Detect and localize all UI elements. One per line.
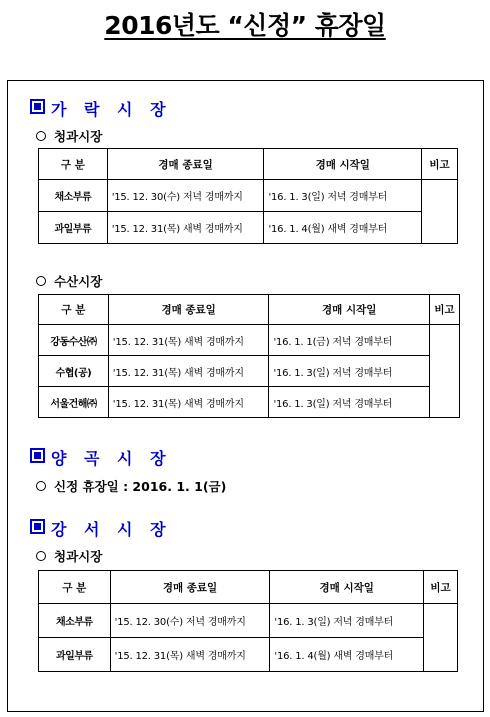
section-gangseo-heading <box>30 517 172 540</box>
table-row <box>39 356 460 387</box>
column-header: 구 분 <box>39 571 111 604</box>
start-date-cell: '16. 1. 3(일) 저녁 경매부터 <box>270 604 424 638</box>
start-date-cell: '16. 1. 3(일) 저녁 경매부터 <box>269 356 430 387</box>
section-yanggok-title: 양 곡 시 장 <box>51 449 172 468</box>
end-date-cell: '15. 12. 31(목) 새벽 경매까지 <box>110 638 270 672</box>
yanggok-closure-text: 신정 휴장일 : 2016. 1. 1(금) <box>54 479 227 494</box>
gangseo-fruit-veg-heading <box>36 547 102 565</box>
garak-seafood-table <box>38 294 460 418</box>
circle-bullet-icon <box>36 276 46 286</box>
section-yanggok-heading <box>30 446 172 469</box>
section-garak-title: 가 락 시 장 <box>51 100 172 119</box>
section-garak-heading <box>30 97 172 120</box>
circle-bullet-icon <box>36 131 46 141</box>
circle-bullet-icon <box>36 481 46 491</box>
column-header: 경매 시작일 <box>264 149 422 180</box>
start-date-cell: '16. 1. 4(월) 새벽 경매부터 <box>270 638 424 672</box>
end-date-cell: '15. 12. 31(목) 새벽 경매까지 <box>108 325 269 356</box>
note-cell <box>429 325 459 418</box>
column-header: 경매 종료일 <box>108 295 269 325</box>
end-date-cell: '15. 12. 30(수) 저녁 경매까지 <box>107 180 264 212</box>
category-cell: 수협(공) <box>39 356 109 387</box>
table-row <box>39 180 458 212</box>
category-cell: 과일부류 <box>39 212 108 244</box>
yanggok-closure-line <box>36 477 226 495</box>
page-title <box>0 6 490 42</box>
section-gangseo-title: 강 서 시 장 <box>51 520 172 539</box>
start-date-cell: '16. 1. 3(일) 저녁 경매부터 <box>264 180 422 212</box>
garak-fruit-veg-table <box>38 148 458 244</box>
garak-seafood-heading <box>36 272 102 290</box>
column-header: 비고 <box>424 571 458 604</box>
end-date-cell: '15. 12. 31(목) 새벽 경매까지 <box>108 356 269 387</box>
note-cell <box>422 180 458 244</box>
start-date-cell: '16. 1. 1(금) 저녁 경매부터 <box>269 325 430 356</box>
column-header: 구 분 <box>39 295 109 325</box>
column-header: 경매 시작일 <box>269 295 430 325</box>
table-row <box>39 387 460 418</box>
table-row <box>39 604 458 638</box>
end-date-cell: '15. 12. 31(목) 새벽 경매까지 <box>107 212 264 244</box>
note-cell <box>424 604 458 672</box>
table-header-row <box>39 149 458 180</box>
column-header: 경매 시작일 <box>270 571 424 604</box>
category-cell: 채소부류 <box>39 604 111 638</box>
page-title-text: 2016년도 “신정” 휴장일 <box>104 11 386 40</box>
garak-fruit-veg-title: 청과시장 <box>54 129 103 144</box>
filled-square-icon <box>30 519 45 534</box>
table-header-row <box>39 571 458 604</box>
table-row <box>39 325 460 356</box>
category-cell: 서울건해㈜ <box>39 387 109 418</box>
column-header: 경매 종료일 <box>107 149 264 180</box>
filled-square-icon <box>30 448 45 463</box>
garak-fruit-veg-heading <box>36 127 102 145</box>
end-date-cell: '15. 12. 30(수) 저녁 경매까지 <box>110 604 270 638</box>
end-date-cell: '15. 12. 31(목) 새벽 경매까지 <box>108 387 269 418</box>
gangseo-fruit-veg-title: 청과시장 <box>54 549 103 564</box>
circle-bullet-icon <box>36 551 46 561</box>
category-cell: 강동수산㈜ <box>39 325 109 356</box>
start-date-cell: '16. 1. 3(일) 저녁 경매부터 <box>269 387 430 418</box>
column-header: 구 분 <box>39 149 108 180</box>
table-row <box>39 638 458 672</box>
garak-seafood-title: 수산시장 <box>54 274 103 289</box>
table-header-row <box>39 295 460 325</box>
table-row <box>39 212 458 244</box>
start-date-cell: '16. 1. 4(월) 새벽 경매부터 <box>264 212 422 244</box>
column-header: 비고 <box>422 149 458 180</box>
gangseo-fruit-veg-table <box>38 570 458 672</box>
category-cell: 과일부류 <box>39 638 111 672</box>
column-header: 경매 종료일 <box>110 571 270 604</box>
filled-square-icon <box>30 99 45 114</box>
column-header: 비고 <box>429 295 459 325</box>
category-cell: 채소부류 <box>39 180 108 212</box>
